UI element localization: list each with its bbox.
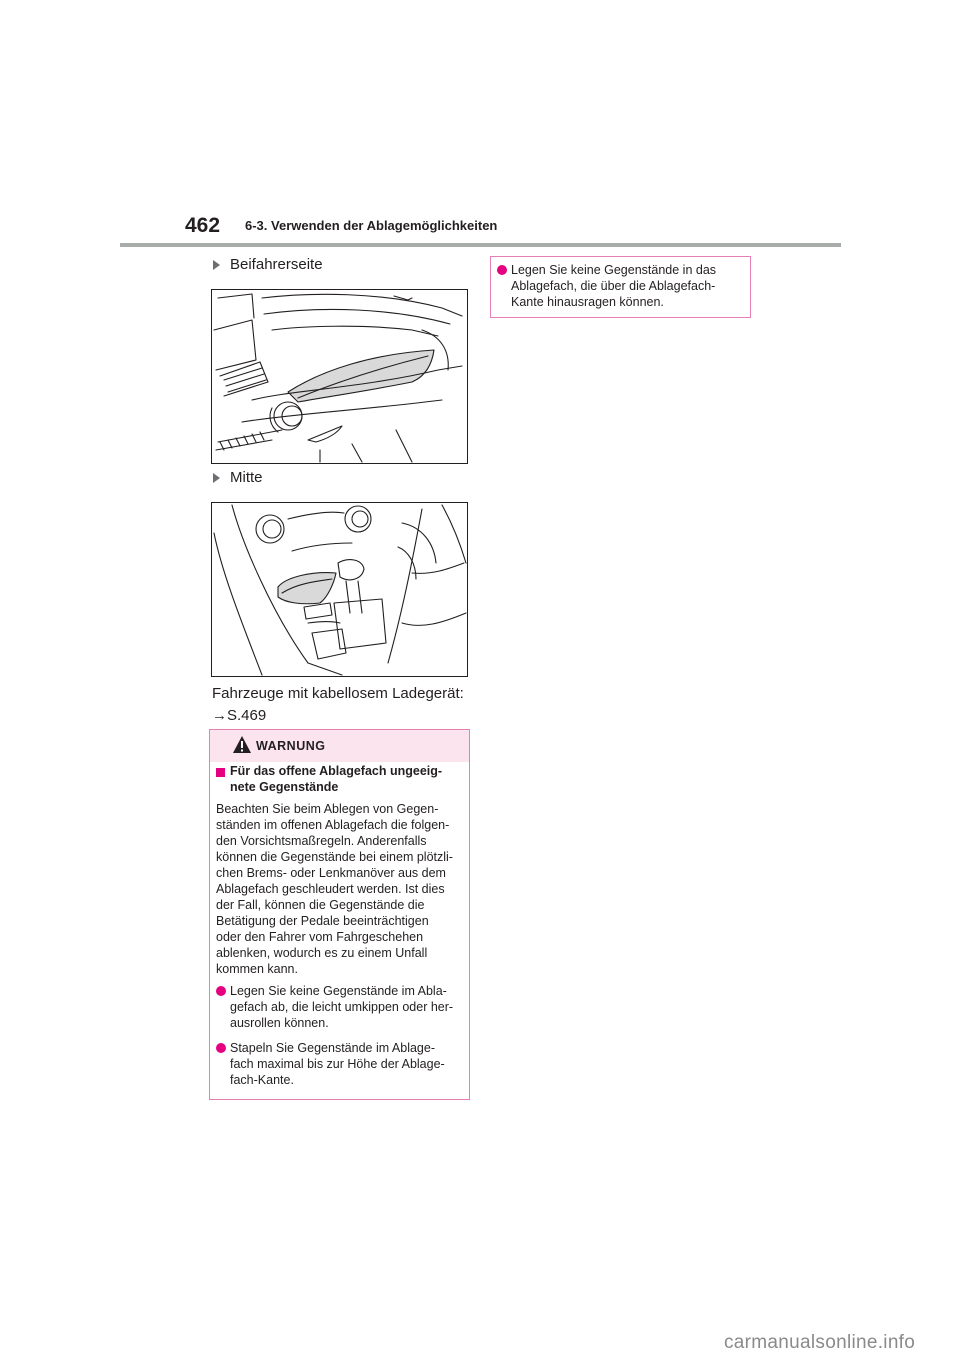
heading-passenger-label: Beifahrerseite <box>230 256 323 273</box>
warning-bullet: Legen Sie keine Gegenstände in das Ablagefach, die über die Ablagefach- Kante hinausragen können. <box>511 263 717 309</box>
circle-bullet-icon <box>216 1043 226 1053</box>
wireless-charger-text: Fahrzeuge mit kabellosem Ladegerät: <box>212 685 464 702</box>
arrow-right-icon <box>213 260 220 270</box>
page-number: 462 <box>185 214 221 237</box>
passenger-tray-illustration <box>211 289 468 464</box>
warning-triangle-icon <box>232 735 252 754</box>
right-warning-continuation <box>490 256 751 318</box>
wireless-charger-reference <box>212 683 464 727</box>
square-bullet-icon <box>216 768 225 777</box>
heading-center <box>213 469 263 486</box>
page-reference-link[interactable]: →S.469 <box>212 707 267 724</box>
header-rule <box>120 243 841 247</box>
section-title: 6-3. Verwenden der Ablagemöglichkeiten <box>245 218 498 233</box>
warning-header <box>210 730 469 762</box>
warning-box <box>209 729 470 1100</box>
watermark: carmanualsonline.info <box>724 1332 916 1353</box>
warning-bullet: Stapeln Sie Gegenstände im Ablage- fach maximal bis zur Höhe der Ablage- fach-Kante. <box>230 1041 445 1087</box>
circle-bullet-icon <box>216 986 226 996</box>
warning-bullet: Legen Sie keine Gegenstände im Abla- gefach ab, die leicht umkippen oder her- ausrollen können. <box>230 984 454 1030</box>
warning-body: Beachten Sie beim Ablegen von Gegen- ständen im offenen Ablagefach die folgen- den Vorsichtsmaßregeln. Anderenfalls können die Gegenstände bei einem plötzli- chen Brems- oder Lenkmanöver aus dem Ablagefach geschleudert werden. Ist dies der Fall, können die Gegenstände die Betätigung der Pedale beeinträchtigen oder den Fahrer vom Fahrgeschehen ablenken, wodurch es zu einem Unfall kommen kann. <box>216 802 453 976</box>
warning-title: WARNUNG <box>256 739 326 753</box>
center-tray-illustration <box>211 502 468 677</box>
arrow-right-icon <box>213 473 220 483</box>
heading-center-label: Mitte <box>230 469 263 486</box>
circle-bullet-icon <box>497 265 507 275</box>
heading-passenger-side <box>213 256 323 273</box>
warning-subheading: Für das offene Ablagefach ungeeig- nete Gegenstände <box>230 764 443 794</box>
